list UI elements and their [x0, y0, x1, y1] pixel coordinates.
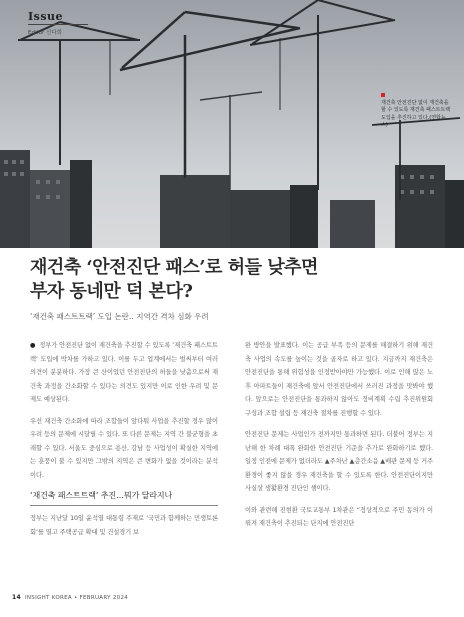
caption-marker-icon — [381, 93, 385, 97]
page-footer — [12, 594, 128, 601]
body-paragraph: 정부는 지난달 10일 윤석열 대통령 주재로 ‘국민과 함께하는 민생토론회’를 열고 주택공급 확대 및 건설경기 보 — [30, 515, 218, 536]
construction-cranes-photo — [0, 0, 464, 248]
body-paragraph: 완 방안을 발표했다. 이는 공급 부족 등의 문제를 해결하기 위해 재건축 사업의 속도를 높이는 것을 골자로 하고 있다. 지금까지 재건축은 안전진단을 통해 위험성을 인정받아야만 가능했다. 이로 인해 많은 노후 아파트들이 재건축에 앞서 안전진단에서 쓰러진 과정을 맛봐야 했다. 앞으로는 안전진단을 통과하지 않아도 정비계획 수립 추진위원회 구성과 조합 설립 등 재건축 절차를 진행할 수 있다. — [245, 342, 433, 417]
article-headline — [30, 256, 318, 304]
section-title: Issue — [28, 10, 88, 25]
section-header — [28, 10, 88, 36]
headline-line-1: 재건축 ‘안전진단 패스’로 허들 낮추면 — [30, 257, 318, 278]
body-paragraph: 이와 관련해 진현환 국토교통부 1차관은 “정상적으로 주민 동의가 이뤄져 재건축이 추진되는 단지에 안전진단 — [245, 506, 433, 527]
headline-line-2: 부자 동네만 덕 본다? — [30, 281, 193, 302]
body-paragraph-text: 정부가 안전진단 없이 재건축을 추진할 수 있도록 ‘재건축 패스트트랙’ 도입에 박차를 가하고 있다. 이를 두고 업계에서는 벌써부터 여러 의견이 분분하다. 가장 큰 산이었던 안전진단의 허들을 낮춤으로써 재건축 과정을 간소화할 수 있다는 의견도 있지만 이로 인한 우려 및 문제도 예상된다. — [30, 342, 218, 403]
body-column-left — [30, 339, 218, 547]
bullet-icon: ● — [30, 342, 36, 349]
section-subhead — [30, 490, 218, 506]
photo-caption-text: 재건축 안전진단 없이 재건축을 할 수 있도록 재건축 패스트트랙 도입을 추진하고 있다.(연합뉴스) — [381, 100, 451, 129]
body-paragraph: 우선 재건축 간소화에 따라 조합들이 앞다퉈 사업을 추진할 경우 많이 우려 등의 문제에 시달릴 수 있다. 또 다른 문제는 지역 간 불균형을 초래할 수 있다. 서울도 중심으로 용산, 강남 등 사업성이 확실한 지역에는 훈풍이 불 수 있지만 그밖의 지역은 큰 변화가 없을 것이라는 분석이다. — [30, 417, 218, 479]
body-paragraph: 안전진단 문제는 사업인가 전까지만 통과하면 된다. 더불어 정부는 지난해 한 차례 대폭 완화한 안전진단 기준을 추가로 완화하기로 했다. 일정 인전에 문제가 없더라도 ▲주차난 ▲층간소음 ▲배관 문제 등 거주 환경이 좋지 않을 경우 재건축을 할 수 있도록 한다. 안전진단이지만 사실상 생활환경 진단인 셈이다. — [245, 431, 433, 492]
section-subhead-text: ‘재건축 패스트트랙’ 추진…뭐가 달라지나 — [30, 491, 173, 500]
publication-name: INSIGHT KOREA • FEBRUARY 2024 — [24, 595, 129, 601]
page-number: 14 — [12, 594, 21, 601]
article-subheadline: ‘재건축 패스트트랙’ 도입 논란‥ 지역간 격차 심화 우려 — [30, 312, 209, 321]
subhead-divider — [30, 505, 218, 506]
photo-caption — [381, 93, 451, 130]
author-credit: Editor 신다희 — [28, 30, 62, 36]
body-paragraph — [30, 339, 218, 407]
body-column-right — [245, 339, 433, 539]
